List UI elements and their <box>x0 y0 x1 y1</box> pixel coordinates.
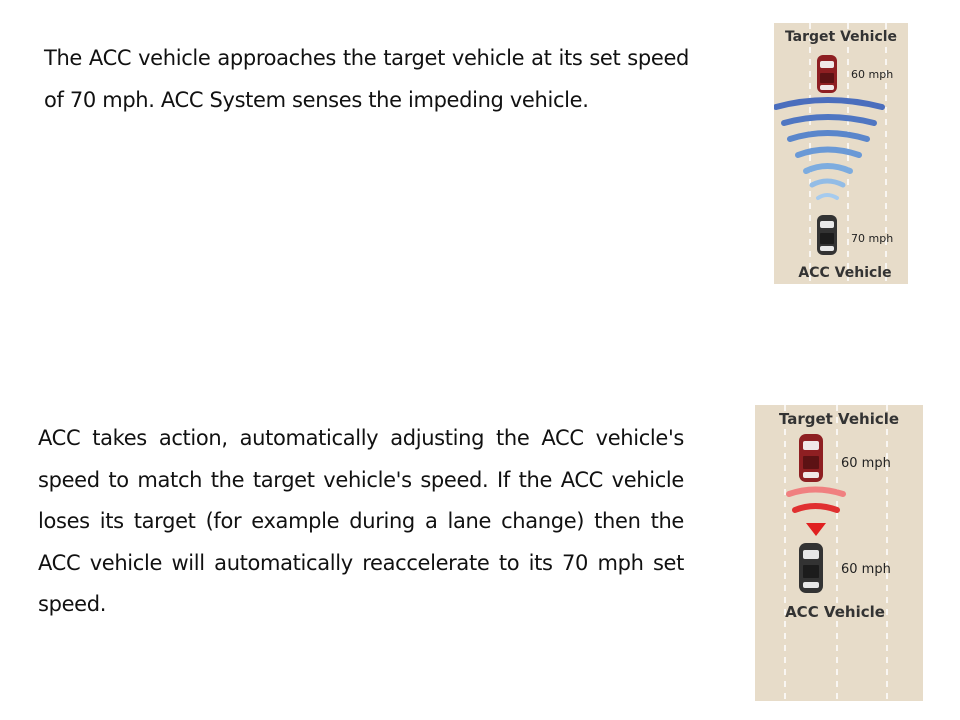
acc-vehicle-label: ACC Vehicle <box>785 603 885 621</box>
step2-description: ACC takes action, automatically adjusting the ACC vehicle's speed to match the target vehicle's speed. If the ACC vehicle loses its target (for example during a lane change) then the ACC vehicle will automatically reaccelerate to its 70 mph set speed. <box>38 426 684 616</box>
target-car-icon <box>817 55 837 93</box>
acc-vehicle-label: ACC Vehicle <box>798 265 892 281</box>
acc-car-icon <box>799 543 823 593</box>
acc-speed-label: 60 mph <box>841 562 891 577</box>
follow-diagram <box>755 405 923 701</box>
target-speed-label: 60 mph <box>851 68 894 81</box>
approach-diagram <box>774 23 908 284</box>
target-speed-label: 60 mph <box>841 456 891 471</box>
acc-speed-label: 70 mph <box>851 232 894 245</box>
acc-car-icon <box>817 215 837 255</box>
target-vehicle-label: Target Vehicle <box>778 410 900 428</box>
step1-description: The ACC vehicle approaches the target vehicle at its set speed of 70 mph. ACC System senses the impeding vehicle. <box>44 46 689 112</box>
road-background <box>755 405 923 701</box>
target-car-icon <box>799 434 823 482</box>
target-vehicle-label: Target Vehicle <box>784 29 898 45</box>
